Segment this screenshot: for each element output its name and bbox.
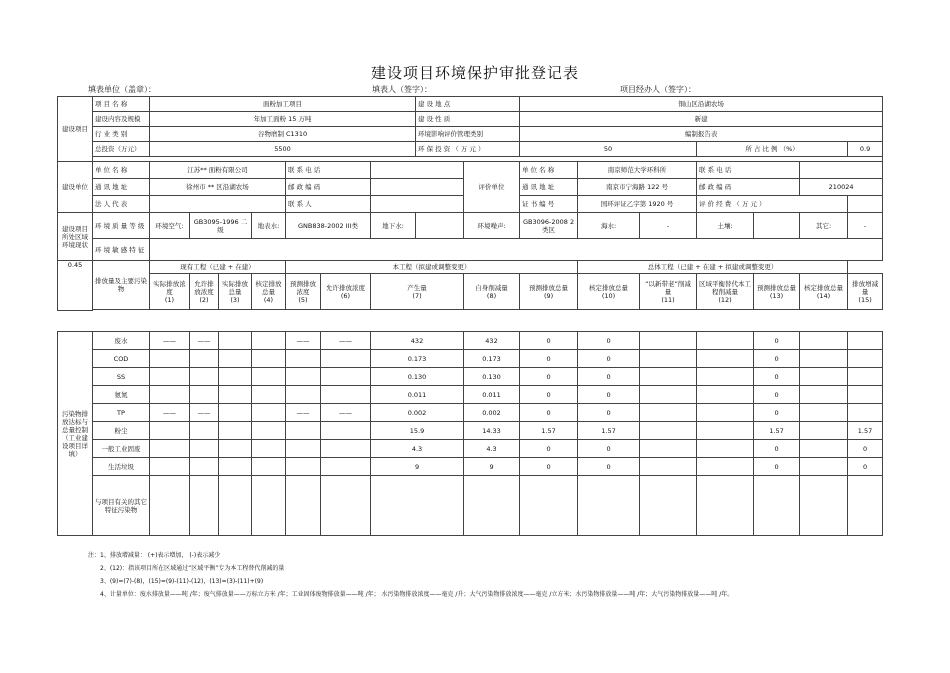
col-head-number: (5) xyxy=(298,295,308,304)
pollutant-cell: 0 xyxy=(578,332,640,350)
col-head-text: 实际排放总量 xyxy=(222,279,248,296)
pollutant-cell xyxy=(190,476,219,536)
pollutant-cell: 0 xyxy=(754,368,800,386)
evaluator-name-label: 单 位 名 称 xyxy=(520,162,578,179)
pollutant-table xyxy=(57,331,883,536)
evaluator-name-value: 南京师范大学环科所 xyxy=(578,162,697,179)
pollutant-cell xyxy=(578,476,640,536)
table-row xyxy=(58,332,883,350)
pollutant-cell: 0 xyxy=(848,458,883,476)
pollutant-cell xyxy=(286,386,321,404)
pollutant-cell: —— xyxy=(321,332,371,350)
pollutant-cell xyxy=(321,422,371,440)
industry-label: 行 业 类 别 xyxy=(93,127,150,142)
pollutant-cell xyxy=(800,476,848,536)
pollution-group: 污染物排放达标与总量控制（工业建设项目详填） xyxy=(58,332,93,536)
pollutant-cell xyxy=(640,332,697,350)
pollutant-cell xyxy=(697,404,754,422)
pollutant-cell xyxy=(697,350,754,368)
sea-label: 海水: xyxy=(578,213,640,239)
pollutant-cell xyxy=(190,440,219,458)
table-row xyxy=(58,422,883,440)
pollutant-cell xyxy=(800,422,848,440)
pollution-group-top xyxy=(58,261,93,311)
pollutant-cell xyxy=(754,476,800,536)
builder-name-value: 江苏** 面粉有限公司 xyxy=(150,162,286,179)
pollutant-cell: 0 xyxy=(754,440,800,458)
pollutant-cell xyxy=(150,350,190,368)
pollutant-cell xyxy=(252,368,286,386)
pollutant-cell: 0 xyxy=(520,440,578,458)
other-label: 其它: xyxy=(800,213,848,239)
pollutant-cell xyxy=(219,332,252,350)
col-head-text: 产生量 xyxy=(407,283,427,292)
evaluator-addr-value: 南京市宁海路 122 号 xyxy=(578,179,697,196)
pollutant-cell xyxy=(321,458,371,476)
pollutant-cell xyxy=(640,458,697,476)
pollutant-cell: 0.130 xyxy=(464,368,520,386)
pollutant-head: 排放量及主要污染物 xyxy=(93,261,150,310)
col-head-5 xyxy=(286,274,321,310)
contact-label: 联 系 人 xyxy=(286,196,371,213)
ground-label: 地下水: xyxy=(371,213,416,239)
invest-value: 5500 xyxy=(150,142,416,157)
table-row xyxy=(58,440,883,458)
surface-std: GNB838-2002 III类 xyxy=(286,213,371,239)
table-row xyxy=(58,386,883,404)
pollutant-cell: 0 xyxy=(754,386,800,404)
col-head-number: (2) xyxy=(199,295,209,304)
pollutant-cell xyxy=(800,458,848,476)
pollutant-cell: 9 xyxy=(371,458,464,476)
col-head-number: (9) xyxy=(543,291,554,300)
pollutant-cell xyxy=(286,440,321,458)
pollutant-cell: 0.130 xyxy=(371,368,464,386)
content-value: 年加工面粉 15 万吨 xyxy=(150,112,416,127)
col-head-11 xyxy=(640,274,697,310)
pollutant-cell: 0.002 xyxy=(371,404,464,422)
pollutant-cell: 0.002 xyxy=(464,404,520,422)
this-project-head: 本工程（拟建或调整变更） xyxy=(286,261,578,274)
col-head-number: (12) xyxy=(718,295,732,304)
note-2: 2、(12)：指该项目所在区域通过“区域平衡”专为本工程替代削减的量 xyxy=(100,565,285,572)
pollutant-cell xyxy=(190,368,219,386)
pollutant-cell: 432 xyxy=(464,332,520,350)
page-title: 建设项目环境保护审批登记表 xyxy=(370,64,579,82)
pollutant-cell xyxy=(800,386,848,404)
location-label: 建 设 地 点 xyxy=(416,97,520,112)
note-3: 3、(9)=(7)-(8)，(15)=(9)-(11)-(12)，(13)=(3)-(11)+(9) xyxy=(100,578,264,585)
pollutant-cell xyxy=(286,476,321,536)
pollutant-cell xyxy=(219,350,252,368)
pollutant-cell xyxy=(800,350,848,368)
other-related-label: 与项目有关的其它特征污染物 xyxy=(93,476,150,536)
note-4: 4、计量单位：废水排放量——吨 /年；废气排放量——万标立方米 /年；工业固体废物排放量——吨 /年； 水污染物排放浓度——毫克 /升；大气污染物排放浓度——毫克 /立方米；水污染物排放量——吨 /年；大气污染物排放量——吨 /年。 xyxy=(100,591,734,598)
col-head-text: 区域平衡替代本工程削减量 xyxy=(699,279,752,296)
pollutant-cell xyxy=(640,440,697,458)
pollutant-cell xyxy=(150,386,190,404)
legal-label: 法 人 代 表 xyxy=(93,196,150,213)
project-name-label: 项 目 名 称 xyxy=(93,97,150,112)
pollutant-cell xyxy=(150,422,190,440)
pollutant-cell xyxy=(800,404,848,422)
col-head-number: (13) xyxy=(769,291,784,300)
evaluator-addr-label: 通 讯 地 址 xyxy=(520,179,578,196)
note-1: 注：1、排放增减量： (+)表示增加， (-)表示减少 xyxy=(88,552,221,559)
pollutant-cell xyxy=(464,476,520,536)
pollutant-name: 粉尘 xyxy=(93,422,150,440)
pollutant-cell: 0 xyxy=(578,368,640,386)
pollutant-cell: 0.173 xyxy=(464,350,520,368)
pollutant-name: 生活垃圾 xyxy=(93,458,150,476)
pollutant-cell xyxy=(219,404,252,422)
pollutant-cell xyxy=(800,440,848,458)
pollutant-cell: 0.173 xyxy=(371,350,464,368)
col-head-text: 核定排放总量 xyxy=(589,283,629,292)
pollutant-cell xyxy=(321,350,371,368)
pollutant-cell xyxy=(640,386,697,404)
pollutant-cell xyxy=(697,458,754,476)
pollutant-cell: —— xyxy=(150,332,190,350)
pollutant-cell xyxy=(252,350,286,368)
soil-label: 土壤: xyxy=(697,213,754,239)
col-head-8 xyxy=(464,274,520,310)
pollutant-cell xyxy=(252,386,286,404)
pollutant-cell: 1.57 xyxy=(578,422,640,440)
table-row xyxy=(58,476,883,536)
col-head-text: 预测排放浓度 xyxy=(290,279,316,296)
pollutant-cell: —— xyxy=(286,332,321,350)
col-head-13 xyxy=(754,274,800,310)
col-head-12 xyxy=(697,274,754,310)
registration-table xyxy=(57,96,883,311)
pollutant-cell xyxy=(848,386,883,404)
pollutant-cell xyxy=(520,476,578,536)
col-head-number: (8) xyxy=(486,291,497,300)
env-invest-value: 50 xyxy=(520,142,697,157)
builder-post-label: 邮 政 编 码 xyxy=(286,179,371,196)
col-head-text: 允许排放浓度 xyxy=(326,283,365,292)
pollutant-cell: —— xyxy=(150,404,190,422)
col-head-text: “以新带老”削减量 xyxy=(645,279,691,296)
pollutant-cell xyxy=(150,458,190,476)
pollutant-cell xyxy=(321,440,371,458)
pollutant-cell xyxy=(150,440,190,458)
pollutant-cell xyxy=(697,386,754,404)
evaluator-post-value: 210024 xyxy=(800,179,883,196)
col-head-4 xyxy=(252,274,286,310)
surface-label: 地表水: xyxy=(252,213,286,239)
pollutant-cell xyxy=(219,458,252,476)
nature-value: 新建 xyxy=(520,112,883,127)
pollutant-cell: 0.011 xyxy=(371,386,464,404)
noise-label: 环境噪声: xyxy=(464,213,520,239)
pollutant-cell: 0 xyxy=(754,458,800,476)
pollutant-cell xyxy=(321,386,371,404)
pollutant-cell: 1.57 xyxy=(754,422,800,440)
pollutant-cell xyxy=(252,404,286,422)
pollutant-cell: 0 xyxy=(520,458,578,476)
pollutant-cell xyxy=(252,422,286,440)
table-row xyxy=(58,458,883,476)
pollutant-cell xyxy=(697,422,754,440)
pollutant-cell: 0 xyxy=(578,440,640,458)
pollutant-cell xyxy=(800,368,848,386)
pollutant-cell xyxy=(640,476,697,536)
pollutant-name: TP xyxy=(93,404,150,422)
col-head-number: (4) xyxy=(263,295,274,304)
pollutant-cell xyxy=(848,350,883,368)
col-head-number: (14) xyxy=(816,291,831,300)
pollutant-cell xyxy=(252,332,286,350)
builder-addr-value: 徐州市 ** 区沿湖农场 xyxy=(150,179,286,196)
pollutant-cell: 9 xyxy=(464,458,520,476)
pollutant-cell: 0 xyxy=(754,404,800,422)
pollutant-cell xyxy=(219,440,252,458)
col-head-14 xyxy=(800,274,848,310)
pollutant-cell: 1.57 xyxy=(520,422,578,440)
pollutant-cell: 4.3 xyxy=(464,440,520,458)
col-head-number: (11) xyxy=(661,295,675,304)
pollutant-cell xyxy=(219,368,252,386)
col-head-9 xyxy=(520,274,578,310)
pollutant-cell: 0 xyxy=(578,404,640,422)
pollutant-cell: 15.9 xyxy=(371,422,464,440)
air-label: 环境空气: xyxy=(150,213,190,239)
col-head-15 xyxy=(848,274,883,310)
pollutant-cell xyxy=(190,350,219,368)
pollutant-cell xyxy=(286,368,321,386)
evaluator-post-label: 邮 政 编 码 xyxy=(697,179,800,196)
col-head-text: 实际排放浓度 xyxy=(153,279,186,296)
col-head-2 xyxy=(190,274,219,310)
pollutant-cell xyxy=(321,368,371,386)
col-head-text: 核定排放总量 xyxy=(804,283,844,292)
notes xyxy=(88,549,733,601)
content-label: 建设内容及规模 xyxy=(93,112,150,127)
pollutant-cell: 0 xyxy=(520,368,578,386)
quality-label: 环 境 质 量 等 级 xyxy=(93,213,150,239)
col-head-1 xyxy=(150,274,190,310)
pollutant-cell: 0 xyxy=(754,350,800,368)
evaluator-group: 评价单位 xyxy=(464,162,520,213)
col-head-number: (10) xyxy=(601,291,616,300)
evaluator-phone-label: 联 系 电 话 xyxy=(697,162,800,179)
table-row xyxy=(58,368,883,386)
invest-label: 总投资（万元） xyxy=(93,142,150,157)
pollutant-cell: 0 xyxy=(578,386,640,404)
pollutant-cell: 14.33 xyxy=(464,422,520,440)
pollutant-cell: 0 xyxy=(578,458,640,476)
cert-label: 证 书 编 号 xyxy=(520,196,578,213)
pollutant-cell xyxy=(150,368,190,386)
pollutant-cell: 0 xyxy=(578,350,640,368)
col-head-text: 自身削减量 xyxy=(475,283,508,292)
col-head-text: 核定排放总量 xyxy=(255,279,282,296)
col-head-number: (6) xyxy=(340,291,351,300)
pollutant-cell xyxy=(640,422,697,440)
col-head-7 xyxy=(371,274,464,310)
pollutant-cell xyxy=(800,332,848,350)
pollutant-cell: 0 xyxy=(520,350,578,368)
pollutant-cell xyxy=(219,386,252,404)
other-value: - xyxy=(848,213,883,239)
pollutant-cell xyxy=(640,404,697,422)
ratio-label: 所 占 比 例 （%） xyxy=(697,142,848,157)
ratio-cell: 0.45 xyxy=(67,261,83,269)
pollutant-cell: —— xyxy=(190,332,219,350)
pollutant-cell xyxy=(697,368,754,386)
pollutant-name: COD xyxy=(93,350,150,368)
pollutant-cell xyxy=(190,458,219,476)
pollutant-cell: 0.011 xyxy=(464,386,520,404)
builder-group: 建设单位 xyxy=(58,162,93,213)
table-row xyxy=(58,350,883,368)
pollutant-cell: 0 xyxy=(520,386,578,404)
ratio-value: 0.9 xyxy=(848,142,883,157)
pollutant-cell xyxy=(252,476,286,536)
pollutant-cell xyxy=(640,350,697,368)
pollutant-name: SS xyxy=(93,368,150,386)
construction-group: 建设项目 xyxy=(58,97,93,162)
pollutant-cell xyxy=(371,476,464,536)
pollutant-cell xyxy=(848,404,883,422)
industry-value: 谷物磨制 C1310 xyxy=(150,127,416,142)
pollutant-name: 氨氮 xyxy=(93,386,150,404)
pollutant-cell xyxy=(697,332,754,350)
col-head-6 xyxy=(321,274,371,310)
pollutant-cell: 432 xyxy=(371,332,464,350)
col-head-number: (1) xyxy=(164,295,175,304)
pollutant-cell xyxy=(219,476,252,536)
pollutant-name: 废水 xyxy=(93,332,150,350)
col-head-number: (7) xyxy=(412,291,422,300)
pollutant-cell: 1.57 xyxy=(848,422,883,440)
env-invest-label: 环 保 投 资 （ 万 元 ） xyxy=(416,142,520,157)
pollutant-cell: 0 xyxy=(520,332,578,350)
cert-value: 国环评证乙字第 1920 号 xyxy=(578,196,697,213)
manager-label: 项目经办人（签字）： xyxy=(620,85,696,94)
pollutant-cell xyxy=(848,332,883,350)
overall-head: 总体工程（已建 + 在建 + 拟建或调整变更） xyxy=(578,261,848,274)
pollutant-cell xyxy=(848,476,883,536)
pollutant-cell xyxy=(640,368,697,386)
pollutant-name: 一般工业固废 xyxy=(93,440,150,458)
col-head-number: (3) xyxy=(230,295,240,304)
col-head-text: 排放增减量 xyxy=(852,279,879,296)
col-head-10 xyxy=(578,274,640,310)
project-name-value: 面粉加工项目 xyxy=(150,97,416,112)
col-head-text: 预测排放总量 xyxy=(757,283,797,292)
eia-type-value: 编制报告表 xyxy=(520,127,883,142)
eia-type-label: 环境影响评价管理类别 xyxy=(416,127,520,142)
pollutant-cell xyxy=(286,458,321,476)
builder-phone-label: 联 系 电 话 xyxy=(286,162,371,179)
pollutant-cell: 0 xyxy=(848,440,883,458)
air-std: GB3095-1996 二级 xyxy=(190,213,252,239)
sensitive-label: 环 境 敏 感 特 征 xyxy=(93,239,150,261)
pollutant-cell: —— xyxy=(190,404,219,422)
builder-name-label: 单 位 名 称 xyxy=(93,162,150,179)
pollutant-cell xyxy=(697,476,754,536)
nature-label: 建 设 性 质 xyxy=(416,112,520,127)
builder-addr-label: 通 讯 地 址 xyxy=(93,179,150,196)
pollutant-cell xyxy=(286,350,321,368)
col-head-3 xyxy=(219,274,252,310)
pollutant-cell xyxy=(190,422,219,440)
pollutant-cell xyxy=(286,422,321,440)
pollutant-cell: 0 xyxy=(520,404,578,422)
pollutant-cell xyxy=(219,422,252,440)
fill-unit-label: 填表单位（盖章）： xyxy=(88,85,156,94)
pollutant-cell: —— xyxy=(321,404,371,422)
filler-label: 填表人（签字）： xyxy=(372,85,432,94)
col-head-text: 允许排放浓度 xyxy=(194,279,214,296)
col-head-number: (15) xyxy=(858,295,872,304)
pollutant-cell xyxy=(190,386,219,404)
pollutant-cell xyxy=(150,476,190,536)
pollutant-cell: —— xyxy=(286,404,321,422)
pollutant-cell: 0 xyxy=(754,332,800,350)
table-row xyxy=(58,404,883,422)
pollutant-cell xyxy=(252,440,286,458)
pollutant-cell xyxy=(252,458,286,476)
existing-head: 现有工程（已建 + 在建） xyxy=(150,261,286,274)
fee-label: 评 价 经 费 （ 万 元 ） xyxy=(697,196,848,213)
region-group: 建设项目所处区域环境现状 xyxy=(58,213,93,261)
pollutant-cell: 4.3 xyxy=(371,440,464,458)
col-head-text: 预测排放总量 xyxy=(529,283,569,292)
pollutant-cell xyxy=(697,440,754,458)
noise-std: GB3096-2008 2 类区 xyxy=(520,213,578,239)
pollutant-cell xyxy=(321,476,371,536)
sea-value: - xyxy=(640,213,697,239)
pollutant-cell xyxy=(848,368,883,386)
location-value: 铜山区沿湖农场 xyxy=(520,97,883,112)
